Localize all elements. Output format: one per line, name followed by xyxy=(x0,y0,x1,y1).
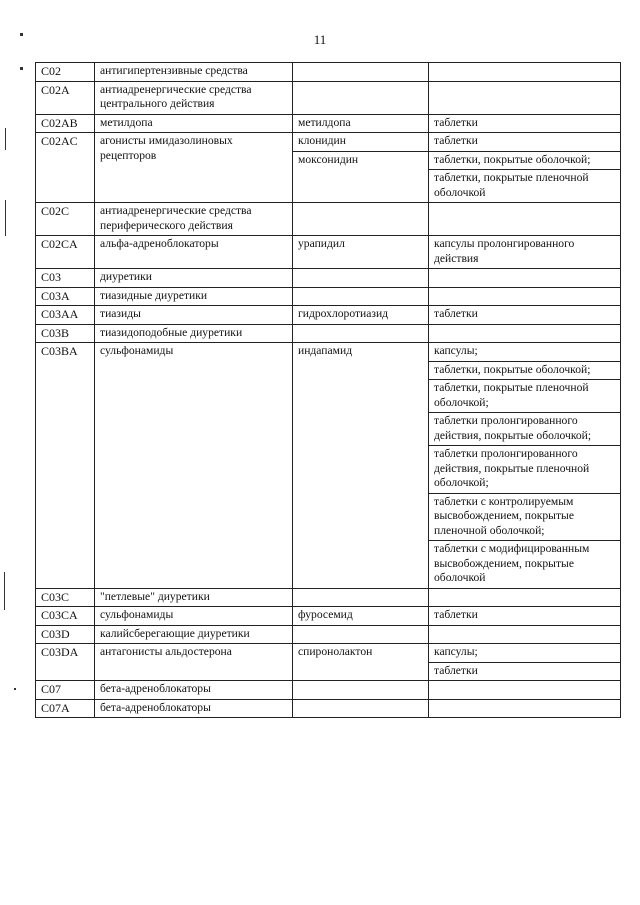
table-row xyxy=(36,133,621,152)
dosage-form xyxy=(429,203,621,236)
group-name: сульфонамиды xyxy=(95,343,293,589)
drug-name xyxy=(293,699,429,718)
dosage-form: таблетки xyxy=(429,607,621,626)
table-row xyxy=(36,343,621,362)
atc-code: C03AA xyxy=(36,306,95,325)
group-name: диуретики xyxy=(95,269,293,288)
drug-name: гидрохлоротиазид xyxy=(293,306,429,325)
table-row xyxy=(36,588,621,607)
scan-mark xyxy=(14,688,16,690)
dosage-form xyxy=(429,81,621,114)
dosage-form: таблетки с модифицированным высвобождением, покрытые оболочкой xyxy=(429,541,621,589)
drug-name: урапидил xyxy=(293,236,429,269)
drug-name xyxy=(293,625,429,644)
atc-code: C02C xyxy=(36,203,95,236)
drug-name xyxy=(293,588,429,607)
drug-classification-table xyxy=(35,62,621,718)
atc-code: C02AB xyxy=(36,114,95,133)
dosage-form: таблетки xyxy=(429,133,621,152)
table-row xyxy=(36,607,621,626)
table-row xyxy=(36,644,621,663)
drug-name xyxy=(293,324,429,343)
dosage-form xyxy=(429,63,621,82)
table-row xyxy=(36,63,621,82)
group-name: альфа-адреноблокаторы xyxy=(95,236,293,269)
dosage-form: таблетки xyxy=(429,306,621,325)
group-name: антигипертензивные средства xyxy=(95,63,293,82)
atc-code: C02AC xyxy=(36,133,95,203)
dosage-form xyxy=(429,699,621,718)
group-name: тиазидные диуретики xyxy=(95,287,293,306)
group-name: метилдопа xyxy=(95,114,293,133)
group-name: "петлевые" диуретики xyxy=(95,588,293,607)
group-name: тиазиды xyxy=(95,306,293,325)
drug-name xyxy=(293,681,429,700)
dosage-form: капсулы; xyxy=(429,644,621,663)
dosage-form: таблетки, покрытые пленочной оболочкой; xyxy=(429,380,621,413)
atc-code: C02CA xyxy=(36,236,95,269)
table-row xyxy=(36,81,621,114)
atc-code: C03D xyxy=(36,625,95,644)
dosage-form xyxy=(429,324,621,343)
dosage-form: таблетки пролонгированного действия, покрытые пленочной оболочкой; xyxy=(429,446,621,494)
table-row xyxy=(36,269,621,288)
drug-name: спиронолактон xyxy=(293,644,429,681)
drug-name xyxy=(293,269,429,288)
dosage-form xyxy=(429,287,621,306)
dosage-form xyxy=(429,681,621,700)
group-name: антагонисты альдостерона xyxy=(95,644,293,681)
dosage-form: таблетки пролонгированного действия, покрытые оболочкой; xyxy=(429,413,621,446)
group-name: бета-адреноблокаторы xyxy=(95,681,293,700)
group-name: бета-адреноблокаторы xyxy=(95,699,293,718)
dosage-form xyxy=(429,269,621,288)
scan-mark xyxy=(4,572,5,610)
dosage-form xyxy=(429,625,621,644)
drug-name xyxy=(293,81,429,114)
table-row xyxy=(36,287,621,306)
atc-code: C03DA xyxy=(36,644,95,681)
drug-name: индапамид xyxy=(293,343,429,589)
group-name: сульфонамиды xyxy=(95,607,293,626)
dosage-form xyxy=(429,588,621,607)
atc-code: C07A xyxy=(36,699,95,718)
atc-code: C03BA xyxy=(36,343,95,589)
table-row xyxy=(36,324,621,343)
group-name: калийсберегающие диуретики xyxy=(95,625,293,644)
page-number: 11 xyxy=(313,32,327,47)
table-row xyxy=(36,306,621,325)
table-row xyxy=(36,114,621,133)
dosage-form: капсулы пролонгированного действия xyxy=(429,236,621,269)
atc-code: C03C xyxy=(36,588,95,607)
scan-mark xyxy=(5,200,6,236)
drug-name: моксонидин xyxy=(293,151,429,203)
drug-name xyxy=(293,63,429,82)
scan-mark xyxy=(20,67,23,70)
scan-mark xyxy=(20,33,23,36)
atc-code: C07 xyxy=(36,681,95,700)
drug-name: клонидин xyxy=(293,133,429,152)
atc-code: C03 xyxy=(36,269,95,288)
scan-mark xyxy=(5,128,6,150)
table-row xyxy=(36,236,621,269)
group-name: антиадренергические средства периферического действия xyxy=(95,203,293,236)
group-name: тиазидоподобные диуретики xyxy=(95,324,293,343)
drug-name xyxy=(293,203,429,236)
drug-name xyxy=(293,287,429,306)
dosage-form: таблетки, покрытые пленочной оболочкой xyxy=(429,170,621,203)
atc-code: C03B xyxy=(36,324,95,343)
atc-code: C03A xyxy=(36,287,95,306)
drug-name: метилдопа xyxy=(293,114,429,133)
table-row xyxy=(36,625,621,644)
drug-name: фуросемид xyxy=(293,607,429,626)
dosage-form: таблетки xyxy=(429,114,621,133)
group-name: антиадренергические средства центрального действия xyxy=(95,81,293,114)
dosage-form: таблетки, покрытые оболочкой; xyxy=(429,151,621,170)
atc-code: C03CA xyxy=(36,607,95,626)
dosage-form: таблетки с контролируемым высвобождением, покрытые пленочной оболочкой; xyxy=(429,493,621,541)
table-row xyxy=(36,203,621,236)
dosage-form: таблетки xyxy=(429,662,621,681)
table-row xyxy=(36,699,621,718)
table-row xyxy=(36,681,621,700)
dosage-form: капсулы; xyxy=(429,343,621,362)
atc-code: C02A xyxy=(36,81,95,114)
group-name: агонисты имидазолиновых рецепторов xyxy=(95,133,293,203)
atc-code: C02 xyxy=(36,63,95,82)
dosage-form: таблетки, покрытые оболочкой; xyxy=(429,361,621,380)
